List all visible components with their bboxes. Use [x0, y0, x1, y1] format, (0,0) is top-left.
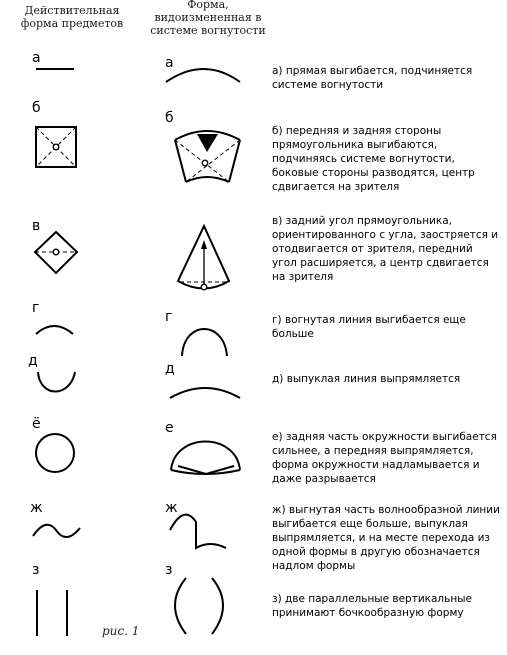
figure-caption: рис. 1 [102, 624, 140, 638]
row-e-description: е) задняя часть окружности выгибается сильнее, а передняя выпрямляется, форма окружности надламывается и даже разрывается [272, 431, 497, 485]
header-right-line-2: видоизмененная в [154, 11, 262, 24]
row-z-right-paren-left [175, 578, 186, 634]
row-b-right-dark-wedge [197, 134, 218, 152]
row-a-left-label: а [32, 50, 41, 66]
row-z-description: з) две параллельные вертикальные принимают бочкообразную форму [272, 593, 472, 619]
row-zh-right-wave [170, 515, 226, 548]
row-z-right-paren-right [212, 578, 223, 634]
row-g-left-label: г [32, 300, 40, 316]
row-a-right-curved-line [166, 69, 240, 82]
row-d-description: д) выпуклая линия выпрямляется [272, 373, 461, 385]
row-z-left-label: з [32, 562, 40, 578]
row-b-right-bent-trapezoid [175, 131, 240, 182]
row-v-left-label: в [32, 218, 41, 234]
row-zh-left-label: ж [30, 500, 43, 516]
header-left-line-1: Действительная [24, 4, 120, 17]
row-e-right-label: е [165, 420, 174, 436]
row-g-description: г) вогнутая линия выгибается еще больше [272, 314, 466, 340]
row-g-right-arc [182, 329, 227, 356]
row-d-left-label: д [28, 353, 38, 369]
row-v-left-diamond [35, 232, 77, 273]
row-g-left-arc [36, 326, 73, 334]
row-g-right-label: г [165, 309, 173, 325]
row-d-right-flat-arc [170, 388, 240, 398]
row-a-right-label: а [165, 55, 174, 71]
row-e-left-label: ё [32, 416, 41, 432]
row-zh-right-label: ж [165, 500, 178, 516]
row-zh-description: ж) выгнутая часть волнообразной линии выгибается еще больше, выпуклая выпрямляется, и на месте перехода из одной формы в другую обозначается надлом формы [272, 504, 500, 572]
row-v-right-kite [178, 226, 229, 290]
row-b-left-label: б [32, 100, 41, 116]
header-left-line-2: форма предметов [20, 17, 124, 30]
row-v-description: в) задний угол прямоугольника, ориентированного с угла, заостряется и отодвигается от зрителя, передний угол расширяется, а центр сдвигается на зрителя [272, 215, 499, 283]
row-d-left-bowl [38, 372, 75, 392]
header-right-line-3: системе вогнутости [150, 24, 266, 37]
row-b-description: б) передняя и задняя стороны прямоугольника выгибаются, подчиняясь системе вогнутости, боковые стороны разводятся, центр сдвигается на зрителя [272, 125, 475, 193]
row-e-left-circle [36, 434, 74, 472]
row-zh-left-wave [33, 525, 80, 537]
row-e-right-broken-circle [171, 442, 240, 475]
header-right-line-1: Форма, [187, 0, 229, 11]
row-d-right-label: д [165, 361, 175, 377]
row-b-left-square [36, 127, 76, 167]
row-a-description: а) прямая выгибается, подчиняется системе вогнутости [272, 65, 473, 91]
row-b-right-label: б [165, 110, 174, 126]
row-z-right-label: з [165, 562, 173, 578]
